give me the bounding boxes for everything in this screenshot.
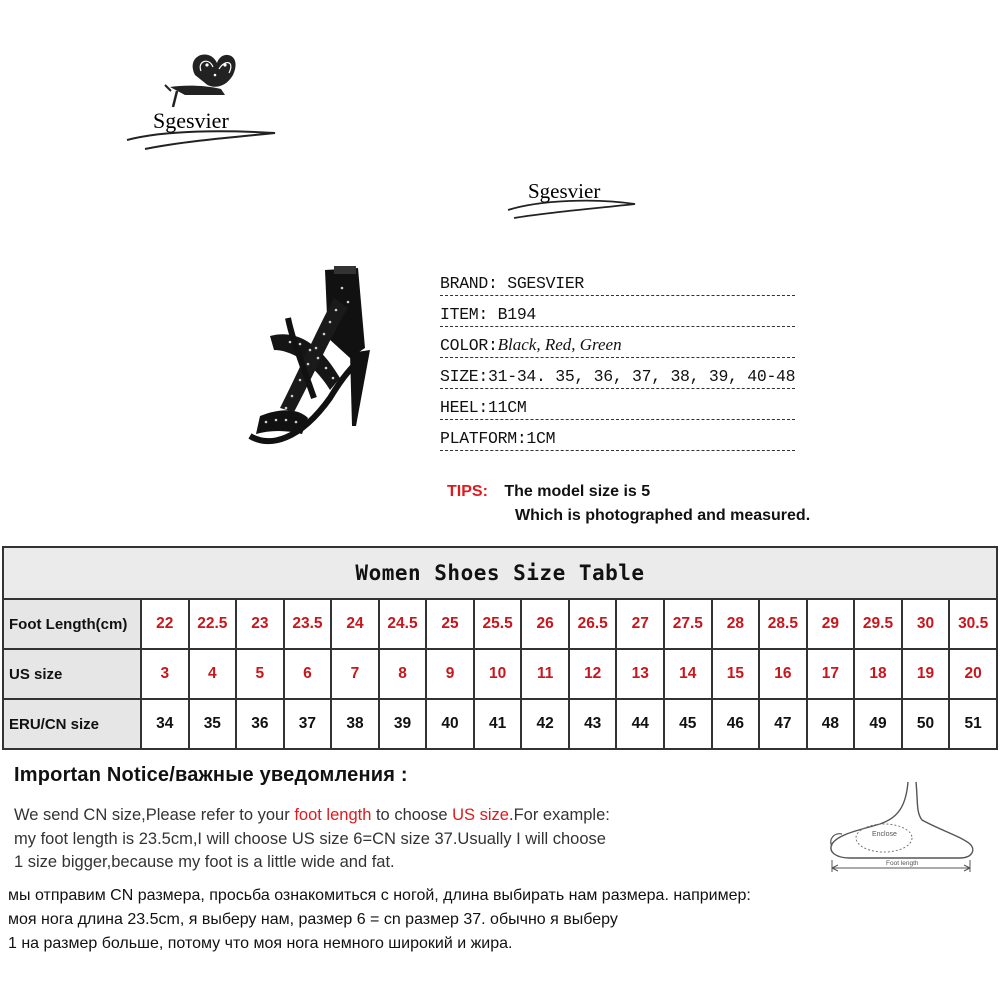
size-cell: 28 xyxy=(712,599,760,649)
size-cell: 42 xyxy=(521,699,569,749)
size-cell: 10 xyxy=(474,649,522,699)
spec-color-value: Black, Red, Green xyxy=(497,335,622,354)
brand-logo-mid xyxy=(500,170,640,220)
size-cell: 24 xyxy=(331,599,379,649)
size-cell: 8 xyxy=(379,649,427,699)
spec-item: ITEM: B194 xyxy=(440,296,795,327)
size-row-header: ERU/CN size xyxy=(3,699,141,749)
size-cell: 35 xyxy=(189,699,237,749)
size-cell: 48 xyxy=(807,699,855,749)
wordmark-logo-icon xyxy=(500,170,640,220)
size-table-title: Women Shoes Size Table xyxy=(3,547,997,599)
notice-en-text: We send CN size,Please refer to your xyxy=(14,806,295,824)
size-cell: 22 xyxy=(141,599,189,649)
size-cell: 34 xyxy=(141,699,189,749)
size-cell: 7 xyxy=(331,649,379,699)
notice-foot-length-highlight: foot length xyxy=(294,806,372,824)
logo-wordmark: Sgesvier xyxy=(153,108,229,133)
size-row-header: US size xyxy=(3,649,141,699)
size-cell: 51 xyxy=(949,699,997,749)
size-cell: 16 xyxy=(759,649,807,699)
size-cell: 17 xyxy=(807,649,855,699)
foot-outline-icon xyxy=(820,772,992,882)
size-cell: 18 xyxy=(854,649,902,699)
tips-text-1: The model size is 5 xyxy=(504,483,651,500)
size-cell: 30.5 xyxy=(949,599,997,649)
spec-size: SIZE:31-34. 35, 36, 37, 38, 39, 40-48 xyxy=(440,358,795,389)
notice-en-line-3: 1 size bigger,because my foot is a little wide and fat. xyxy=(14,853,395,871)
spec-heel: HEEL:11CM xyxy=(440,389,795,420)
spec-color-label: COLOR: xyxy=(440,336,498,355)
size-cell: 25 xyxy=(426,599,474,649)
spec-platform: PLATFORM:1CM xyxy=(440,420,795,451)
size-cell: 26 xyxy=(521,599,569,649)
logo-wordmark-mid: Sgesvier xyxy=(528,179,601,203)
sandal-icon xyxy=(230,258,430,458)
size-cell: 47 xyxy=(759,699,807,749)
product-image-sandal xyxy=(230,258,430,458)
notice-english xyxy=(14,804,610,875)
foot-enclose-label: Enclose xyxy=(872,831,897,838)
size-cell: 3 xyxy=(141,649,189,699)
size-cell: 30 xyxy=(902,599,950,649)
size-cell: 37 xyxy=(284,699,332,749)
notice-en-line-1 xyxy=(14,804,610,828)
size-cell: 36 xyxy=(236,699,284,749)
size-cell: 50 xyxy=(902,699,950,749)
size-cell: 4 xyxy=(189,649,237,699)
notice-ru-line-3: 1 на размер больше, потому что моя нога немного широкий и жира. xyxy=(8,935,513,952)
foot-length-label: Foot length xyxy=(886,860,919,867)
notice-title: Importan Notice/важные уведомления : xyxy=(14,764,408,786)
size-cell: 45 xyxy=(664,699,712,749)
butterfly-shoe-logo-icon xyxy=(125,45,285,155)
size-cell: 29.5 xyxy=(854,599,902,649)
spec-color xyxy=(440,327,795,358)
tips-text-2: Which is photographed and measured. xyxy=(515,507,811,524)
notice-ru-line-2: моя нога длина 23.5cm, я выберу нам, размер 6 = cn размер 37. обычно я выберу xyxy=(8,911,618,928)
size-cell: 39 xyxy=(379,699,427,749)
tips-label: TIPS: xyxy=(447,483,488,500)
notice-ru-line-1: мы отправим CN размера, просьба ознакомиться с ногой, длина выбирать нам размера. например: xyxy=(8,887,751,904)
size-cell: 38 xyxy=(331,699,379,749)
notice-en-line-2: my foot length is 23.5cm,I will choose US size 6=CN size 37.Usually I will choose xyxy=(14,829,606,848)
size-cell: 40 xyxy=(426,699,474,749)
size-cell: 49 xyxy=(854,699,902,749)
notice-en-text: .For example: xyxy=(508,806,610,824)
size-row-eu-cn-size xyxy=(3,699,997,749)
size-cell: 25.5 xyxy=(474,599,522,649)
size-row-us-size xyxy=(3,649,997,699)
foot-measure-diagram xyxy=(820,772,992,882)
size-cell: 41 xyxy=(474,699,522,749)
size-cell: 19 xyxy=(902,649,950,699)
size-cell: 44 xyxy=(616,699,664,749)
size-cell: 20 xyxy=(949,649,997,699)
notice-en-text: to choose xyxy=(371,806,453,824)
size-cell: 28.5 xyxy=(759,599,807,649)
size-cell: 43 xyxy=(569,699,617,749)
size-cell: 23.5 xyxy=(284,599,332,649)
size-cell: 27.5 xyxy=(664,599,712,649)
size-row-header: Foot Length(cm) xyxy=(3,599,141,649)
tips-block xyxy=(447,480,810,528)
size-cell: 11 xyxy=(521,649,569,699)
size-table xyxy=(2,546,998,750)
size-cell: 46 xyxy=(712,699,760,749)
brand-logo-top xyxy=(125,45,285,155)
spec-brand: BRAND: SGESVIER xyxy=(440,265,795,296)
size-cell: 13 xyxy=(616,649,664,699)
size-cell: 23 xyxy=(236,599,284,649)
size-cell: 15 xyxy=(712,649,760,699)
tips-line-1 xyxy=(447,480,810,504)
size-cell: 6 xyxy=(284,649,332,699)
product-specs xyxy=(440,265,795,451)
size-cell: 27 xyxy=(616,599,664,649)
notice-us-size-highlight: US size xyxy=(452,806,509,824)
size-cell: 26.5 xyxy=(569,599,617,649)
size-cell: 24.5 xyxy=(379,599,427,649)
size-cell: 9 xyxy=(426,649,474,699)
notice-russian xyxy=(8,884,751,956)
size-cell: 5 xyxy=(236,649,284,699)
size-cell: 14 xyxy=(664,649,712,699)
size-cell: 29 xyxy=(807,599,855,649)
size-cell: 22.5 xyxy=(189,599,237,649)
size-cell: 12 xyxy=(569,649,617,699)
size-row-foot-length xyxy=(3,599,997,649)
